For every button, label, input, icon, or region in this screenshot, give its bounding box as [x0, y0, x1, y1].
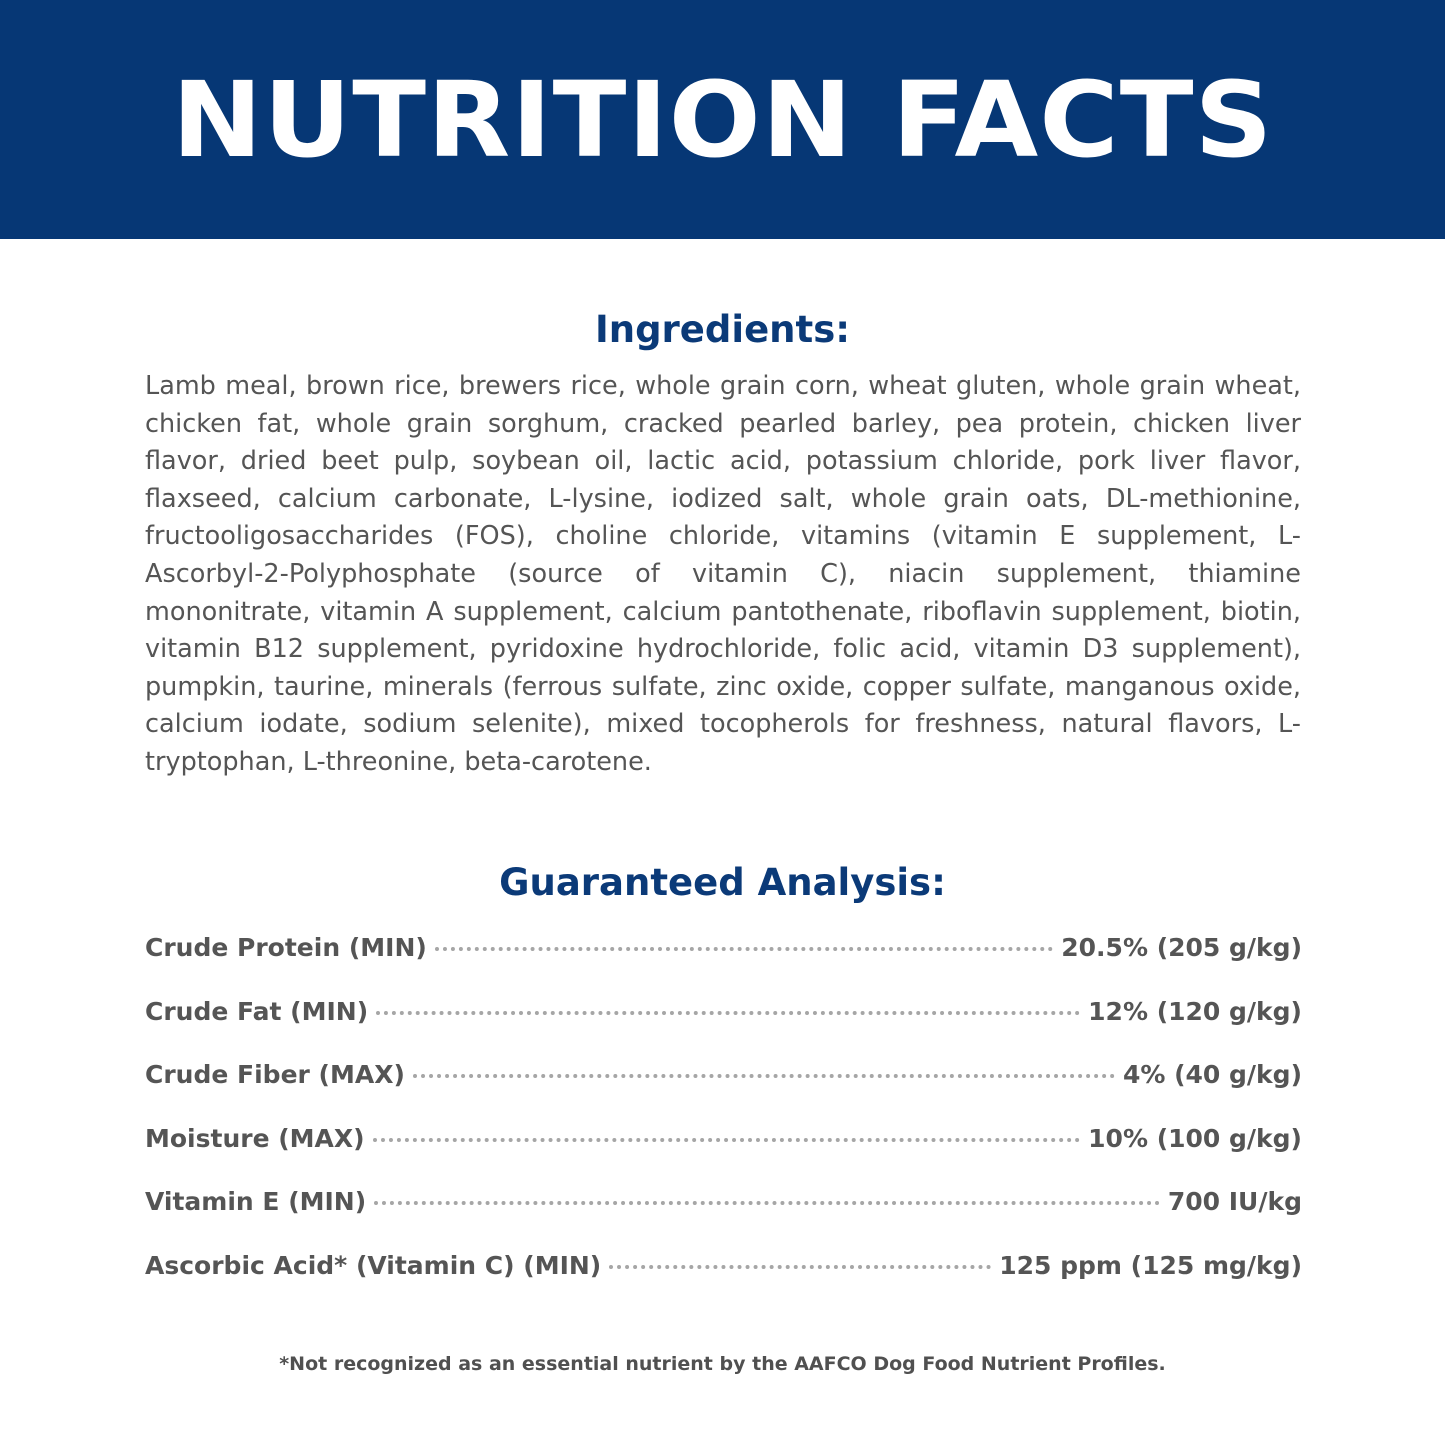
dot-leader [376, 1011, 1080, 1015]
dot-leader [373, 1138, 1081, 1142]
analysis-value: 20.5% (205 g/kg) [1061, 933, 1302, 962]
ingredients-text: Lamb meal, brown rice, brewers rice, whole grain corn, wheat gluten, whole grain wheat, chicken fat, whole grain sorghum, cracked pearled barley, pea protein, chicken liver flavor, dried beet pulp, soybean oil, lactic acid, potassium chloride, pork liver flavor, flaxseed, calcium carbonate, L-lysine, iodized salt, whole grain oats, DL-methionine, fructooligosaccharides (FOS), choline chloride, vitamins (vitamin E supplement, L-Ascorbyl-2-Polyphosphate (source of vitamin C), niacin supplement, thiamine mononitrate, vitamin A supplement, calcium pantothenate, riboflavin supplement, biotin, vitamin B12 supplement, pyridoxine hydrochloride, folic acid, vitamin D3 supplement), pumpkin, taurine, minerals (ferrous sulfate, zinc oxide, copper sulfate, manganous oxide, calcium iodate, sodium selenite), mixed tocopherols for freshness, natural flavors, L-tryptophan, L-threonine, beta-carotene. [145, 371, 1301, 777]
dot-leader [609, 1265, 991, 1269]
analysis-row-crude-protein [145, 926, 1302, 990]
analysis-label: Crude Fat (MIN) [145, 996, 369, 1026]
footnote: *Not recognized as an essential nutrient by the AAFCO Dog Food Nutrient Profiles. [279, 1353, 1166, 1375]
analysis-label: Vitamin E (MIN) [145, 1187, 367, 1216]
analysis-value: 10% (100 g/kg) [1088, 1123, 1302, 1153]
page-title: NUTRITION FACTS [171, 58, 1274, 181]
dot-leader [374, 1201, 1160, 1205]
analysis-label: Crude Protein (MIN) [145, 933, 427, 962]
analysis-value: 4% (40 g/kg) [1122, 1060, 1302, 1089]
analysis-label: Moisture (MAX) [145, 1123, 365, 1153]
analysis-value: 700 IU/kg [1167, 1187, 1302, 1216]
guaranteed-analysis-heading: Guaranteed Analysis: [499, 861, 946, 904]
guaranteed-analysis-list [145, 926, 1302, 1307]
analysis-row-ascorbic-acid [145, 1244, 1302, 1308]
analysis-value: 12% (120 g/kg) [1088, 996, 1302, 1026]
analysis-label: Crude Fiber (MAX) [145, 1060, 405, 1089]
ingredients-heading: Ingredients: [594, 308, 851, 351]
dot-leader [435, 947, 1053, 951]
analysis-value: 125 ppm (125 mg/kg) [999, 1250, 1302, 1280]
analysis-row-vitamin-e [145, 1180, 1302, 1244]
dot-leader [413, 1074, 1115, 1078]
analysis-row-moisture [145, 1117, 1302, 1181]
title-banner [0, 0, 1445, 239]
analysis-row-crude-fat [145, 990, 1302, 1054]
analysis-label: Ascorbic Acid* (Vitamin C) (MIN) [145, 1250, 602, 1280]
analysis-row-crude-fiber [145, 1053, 1302, 1117]
